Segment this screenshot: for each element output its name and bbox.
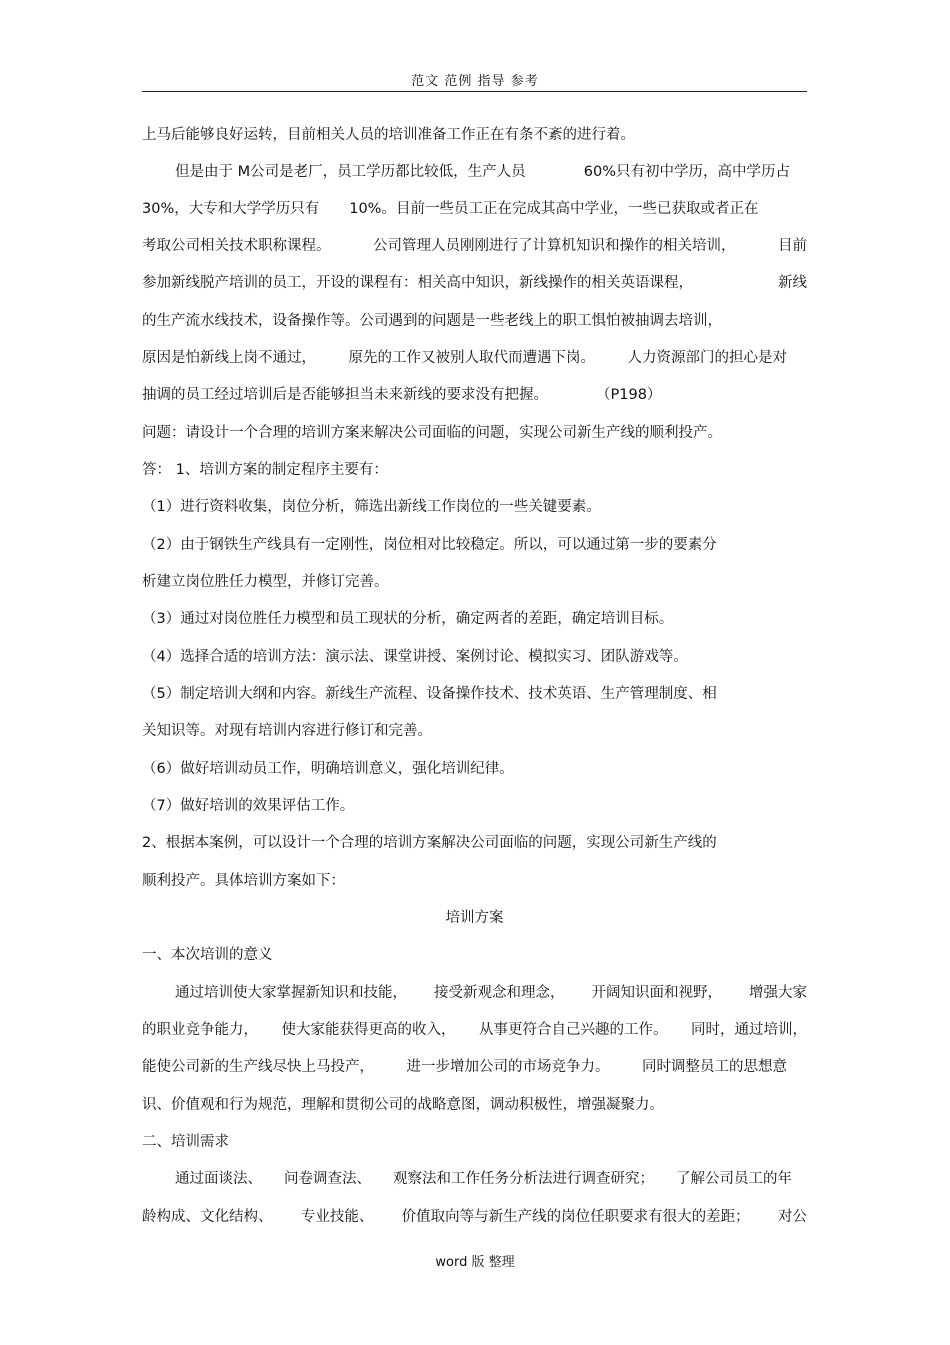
text-line: 能使公司新的生产线尽快上马投产， 进一步增加公司的市场竞争力。 同时调整员工的思想意 <box>142 1059 787 1075</box>
page-footer: word 版 整理 <box>435 1255 515 1270</box>
text-line: 关知识等。对现有培训内容进行修订和完善。 <box>142 723 432 739</box>
text-line: 原因是怕新线上岗不通过， 原先的工作又被别人取代而遭遇下岗。 人力资源部门的担心是对 <box>142 350 787 366</box>
section-heading: 一、本次培训的意义 <box>142 947 273 963</box>
text-line: 顺利投产。具体培训方案如下： <box>142 873 345 889</box>
text-line: 上马后能够良好运转，目前相关人员的培训准备工作正在有条不紊的进行着。 <box>142 127 635 143</box>
text-line: （6）做好培训动员工作，明确培训意义，强化培训纪律。 <box>142 761 514 777</box>
text-line: 抽调的员工经过培训后是否能够担当未来新线的要求没有把握。 （P198） <box>142 387 662 403</box>
text-line: 的职业竞争能力， 使大家能获得更高的收入， 从事更符合自己兴趣的工作。 同时，通过培训， <box>142 1022 807 1038</box>
text-line: （5）制定培训大纲和内容。新线生产流程、设备操作技术、技术英语、生产管理制度、相 <box>142 686 717 702</box>
text-line: 但是由于 M公司是老厂，员工学历都比较低，生产人员 60%只有初中学历，高中学历占 <box>175 164 790 180</box>
text-line: （3）通过对岗位胜任力模型和员工现状的分析，确定两者的差距，确定培训目标。 <box>142 611 674 627</box>
text-line: 考取公司相关技术职称课程。 公司管理人员刚刚进行了计算机知识和操作的相关培训， 目前 <box>142 238 807 254</box>
text-line: 30%，大专和大学学历只有 10%。目前一些员工正在完成其高中学业，一些已获取或者正在 <box>142 201 759 217</box>
text-line: （1）进行资料收集，岗位分析，筛选出新线工作岗位的一些关键要素。 <box>142 499 601 515</box>
text-line: 问题：请设计一个合理的培训方案来解决公司面临的问题，实现公司新生产线的顺利投产。 <box>142 425 722 441</box>
text-line: 的生产流水线技术，设备操作等。公司遇到的问题是一些老线上的职工惧怕被抽调去培训， <box>142 313 722 329</box>
text-line: 龄构成、文化结构、 专业技能、 价值取向等与新生产线的岗位任职要求有很大的差距； 对公 <box>142 1209 807 1225</box>
text-line: （2）由于钢铁生产线具有一定刚性，岗位相对比较稳定。所以，可以通过第一步的要素分 <box>142 537 717 553</box>
text-line: 析建立岗位胜任力模型，并修订完善。 <box>142 574 389 590</box>
text-line: 通过面谈法、 问卷调查法、 观察法和工作任务分析法进行调查研究； 了解公司员工的年 <box>175 1171 792 1187</box>
text-line: 答： 1、培训方案的制定程序主要有： <box>142 462 388 478</box>
text-line: 通过培训使大家掌握新知识和技能， 接受新观念和理念， 开阔知识面和视野， 增强大家 <box>175 985 807 1001</box>
section-heading: 二、培训需求 <box>142 1134 229 1150</box>
section-title: 培训方案 <box>445 910 504 926</box>
page-header: 范文 范例 指导 参考 <box>411 74 539 89</box>
text-line: （7）做好培训的效果评估工作。 <box>142 798 355 814</box>
text-line: 识、价值观和行为规范，理解和贯彻公司的战略意图，调动积极性，增强凝聚力。 <box>142 1097 664 1113</box>
header-rule <box>142 91 807 92</box>
text-line: 2、根据本案例，可以设计一个合理的培训方案解决公司面临的问题，实现公司新生产线的 <box>142 835 717 851</box>
text-line: 参加新线脱产培训的员工，开设的课程有：相关高中知识，新线操作的相关英语课程， 新线 <box>142 275 807 291</box>
text-line: （4）选择合适的培训方法：演示法、课堂讲授、案例讨论、模拟实习、团队游戏等。 <box>142 649 688 665</box>
